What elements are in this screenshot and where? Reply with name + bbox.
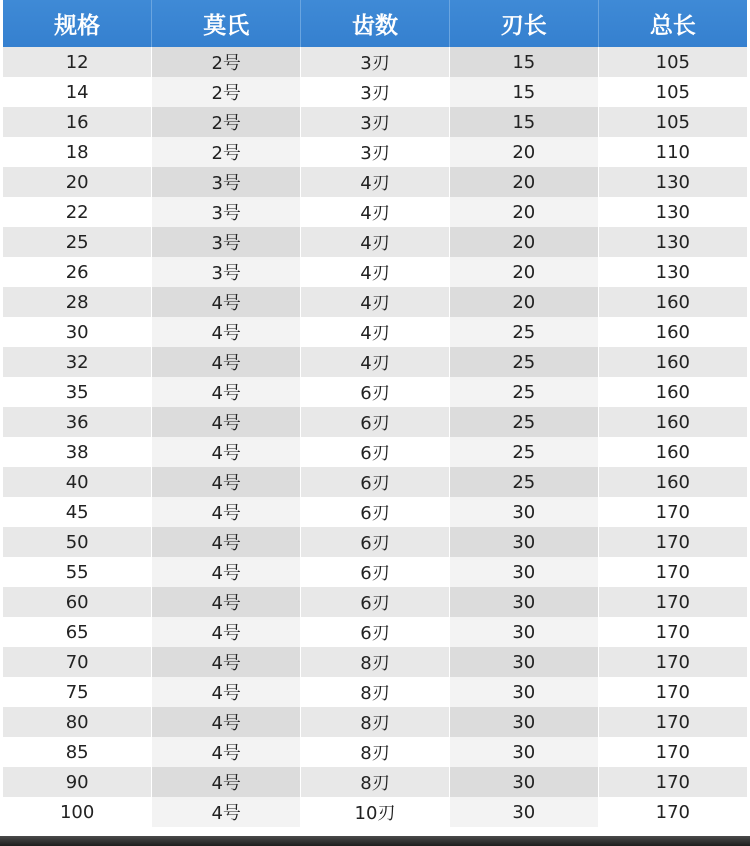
header-cell: 总长	[598, 0, 747, 47]
table-cell: 30	[449, 707, 598, 737]
table-cell: 4刃	[301, 227, 450, 257]
table-cell: 4号	[152, 587, 301, 617]
table-cell: 18	[3, 137, 152, 167]
table-row	[3, 47, 747, 77]
table-cell: 25	[3, 227, 152, 257]
table-cell: 6刃	[301, 587, 450, 617]
table-cell: 170	[598, 497, 747, 527]
table-cell: 32	[3, 347, 152, 377]
table-cell: 4刃	[301, 197, 450, 227]
table-row	[3, 467, 747, 497]
table-cell: 4号	[152, 527, 301, 557]
table-cell: 85	[3, 737, 152, 767]
table-cell: 4刃	[301, 347, 450, 377]
table-cell: 50	[3, 527, 152, 557]
table-cell: 160	[598, 437, 747, 467]
table-cell: 110	[598, 137, 747, 167]
table-cell: 35	[3, 377, 152, 407]
table-cell: 30	[449, 527, 598, 557]
table-cell: 20	[449, 257, 598, 287]
table-cell: 3刃	[301, 47, 450, 77]
table-cell: 130	[598, 197, 747, 227]
table-row	[3, 77, 747, 107]
table-cell: 30	[449, 737, 598, 767]
table-cell: 160	[598, 287, 747, 317]
table-cell: 30	[449, 647, 598, 677]
table-row	[3, 107, 747, 137]
table-cell: 3刃	[301, 107, 450, 137]
table-row	[3, 287, 747, 317]
table-cell: 4号	[152, 557, 301, 587]
table-cell: 75	[3, 677, 152, 707]
table-cell: 170	[598, 527, 747, 557]
table-cell: 105	[598, 47, 747, 77]
table-cell: 30	[449, 797, 598, 827]
table-cell: 30	[449, 497, 598, 527]
table-row	[3, 797, 747, 827]
header-cell: 莫氏	[152, 0, 301, 47]
table-row	[3, 617, 747, 647]
table-cell: 4号	[152, 647, 301, 677]
table-cell: 6刃	[301, 497, 450, 527]
table-cell: 2号	[152, 47, 301, 77]
table-row	[3, 257, 747, 287]
table-cell: 4号	[152, 797, 301, 827]
table-cell: 70	[3, 647, 152, 677]
table-cell: 8刃	[301, 737, 450, 767]
table-cell: 80	[3, 707, 152, 737]
table-cell: 130	[598, 167, 747, 197]
table-cell: 38	[3, 437, 152, 467]
table-cell: 170	[598, 737, 747, 767]
table-cell: 25	[449, 437, 598, 467]
table-cell: 3号	[152, 197, 301, 227]
table-cell: 60	[3, 587, 152, 617]
table-cell: 4刃	[301, 287, 450, 317]
table-cell: 4号	[152, 677, 301, 707]
table-cell: 16	[3, 107, 152, 137]
table-cell: 40	[3, 467, 152, 497]
table-cell: 30	[449, 767, 598, 797]
table-cell: 170	[598, 647, 747, 677]
table-cell: 4刃	[301, 317, 450, 347]
table-cell: 15	[449, 77, 598, 107]
table-row	[3, 347, 747, 377]
table-cell: 6刃	[301, 377, 450, 407]
table-cell: 2号	[152, 137, 301, 167]
table-cell: 170	[598, 617, 747, 647]
table-cell: 30	[449, 587, 598, 617]
table-cell: 36	[3, 407, 152, 437]
table-cell: 4号	[152, 377, 301, 407]
header-cell: 规格	[3, 0, 152, 47]
table-cell: 3刃	[301, 77, 450, 107]
table-cell: 25	[449, 317, 598, 347]
table-cell: 160	[598, 347, 747, 377]
table-cell: 2号	[152, 77, 301, 107]
bottom-bar	[0, 836, 750, 846]
table-cell: 4号	[152, 707, 301, 737]
table-cell: 4刃	[301, 257, 450, 287]
table-cell: 20	[449, 167, 598, 197]
table-cell: 160	[598, 377, 747, 407]
table-row	[3, 437, 747, 467]
table-cell: 3号	[152, 167, 301, 197]
table-cell: 4号	[152, 317, 301, 347]
table-cell: 4号	[152, 437, 301, 467]
table-cell: 22	[3, 197, 152, 227]
table-row	[3, 497, 747, 527]
table-cell: 105	[598, 77, 747, 107]
table-row	[3, 227, 747, 257]
table-cell: 8刃	[301, 707, 450, 737]
header-cell: 刃长	[449, 0, 598, 47]
table-cell: 4号	[152, 287, 301, 317]
table-cell: 3刃	[301, 137, 450, 167]
table-cell: 30	[449, 677, 598, 707]
table-row	[3, 557, 747, 587]
table-row	[3, 587, 747, 617]
table-cell: 170	[598, 557, 747, 587]
table-row	[3, 197, 747, 227]
table-cell: 170	[598, 767, 747, 797]
table-row	[3, 647, 747, 677]
table-cell: 65	[3, 617, 152, 647]
table-cell: 105	[598, 107, 747, 137]
table-cell: 20	[449, 227, 598, 257]
table-row	[3, 707, 747, 737]
table-body	[3, 47, 747, 827]
table-cell: 160	[598, 407, 747, 437]
table-cell: 4号	[152, 347, 301, 377]
table-cell: 15	[449, 107, 598, 137]
table-row	[3, 677, 747, 707]
table-cell: 10刃	[301, 797, 450, 827]
table-cell: 45	[3, 497, 152, 527]
spec-table	[3, 0, 747, 827]
table-cell: 4号	[152, 737, 301, 767]
table-cell: 26	[3, 257, 152, 287]
table-cell: 170	[598, 677, 747, 707]
table-cell: 6刃	[301, 467, 450, 497]
header-row	[3, 0, 747, 47]
table-cell: 130	[598, 257, 747, 287]
table-cell: 90	[3, 767, 152, 797]
table-row	[3, 167, 747, 197]
table-cell: 4号	[152, 617, 301, 647]
table-cell: 25	[449, 377, 598, 407]
table-cell: 2号	[152, 107, 301, 137]
table-cell: 170	[598, 707, 747, 737]
table-cell: 14	[3, 77, 152, 107]
table-cell: 170	[598, 587, 747, 617]
table-cell: 4号	[152, 467, 301, 497]
table-cell: 6刃	[301, 527, 450, 557]
table-row	[3, 407, 747, 437]
table-cell: 30	[449, 557, 598, 587]
header-cell: 齿数	[301, 0, 450, 47]
table-cell: 170	[598, 797, 747, 827]
table-row	[3, 377, 747, 407]
table-cell: 12	[3, 47, 152, 77]
table-cell: 8刃	[301, 767, 450, 797]
table-cell: 6刃	[301, 437, 450, 467]
table-cell: 30	[3, 317, 152, 347]
table-cell: 20	[449, 137, 598, 167]
table-cell: 25	[449, 407, 598, 437]
table-cell: 55	[3, 557, 152, 587]
table-cell: 28	[3, 287, 152, 317]
table-cell: 3号	[152, 227, 301, 257]
table-cell: 6刃	[301, 557, 450, 587]
table-cell: 3号	[152, 257, 301, 287]
table-cell: 8刃	[301, 677, 450, 707]
table-cell: 4号	[152, 767, 301, 797]
table-row	[3, 527, 747, 557]
table-cell: 130	[598, 227, 747, 257]
table-cell: 25	[449, 347, 598, 377]
table-cell: 6刃	[301, 407, 450, 437]
table-row	[3, 317, 747, 347]
table-cell: 4号	[152, 407, 301, 437]
table-cell: 6刃	[301, 617, 450, 647]
table-cell: 100	[3, 797, 152, 827]
table-cell: 4号	[152, 497, 301, 527]
table-cell: 20	[3, 167, 152, 197]
table-row	[3, 767, 747, 797]
table-cell: 4刃	[301, 167, 450, 197]
table-cell: 20	[449, 287, 598, 317]
table-cell: 160	[598, 317, 747, 347]
table-cell: 15	[449, 47, 598, 77]
table-cell: 20	[449, 197, 598, 227]
table-row	[3, 737, 747, 767]
table-cell: 30	[449, 617, 598, 647]
table-cell: 8刃	[301, 647, 450, 677]
table-row	[3, 137, 747, 167]
table-cell: 25	[449, 467, 598, 497]
table-cell: 160	[598, 467, 747, 497]
